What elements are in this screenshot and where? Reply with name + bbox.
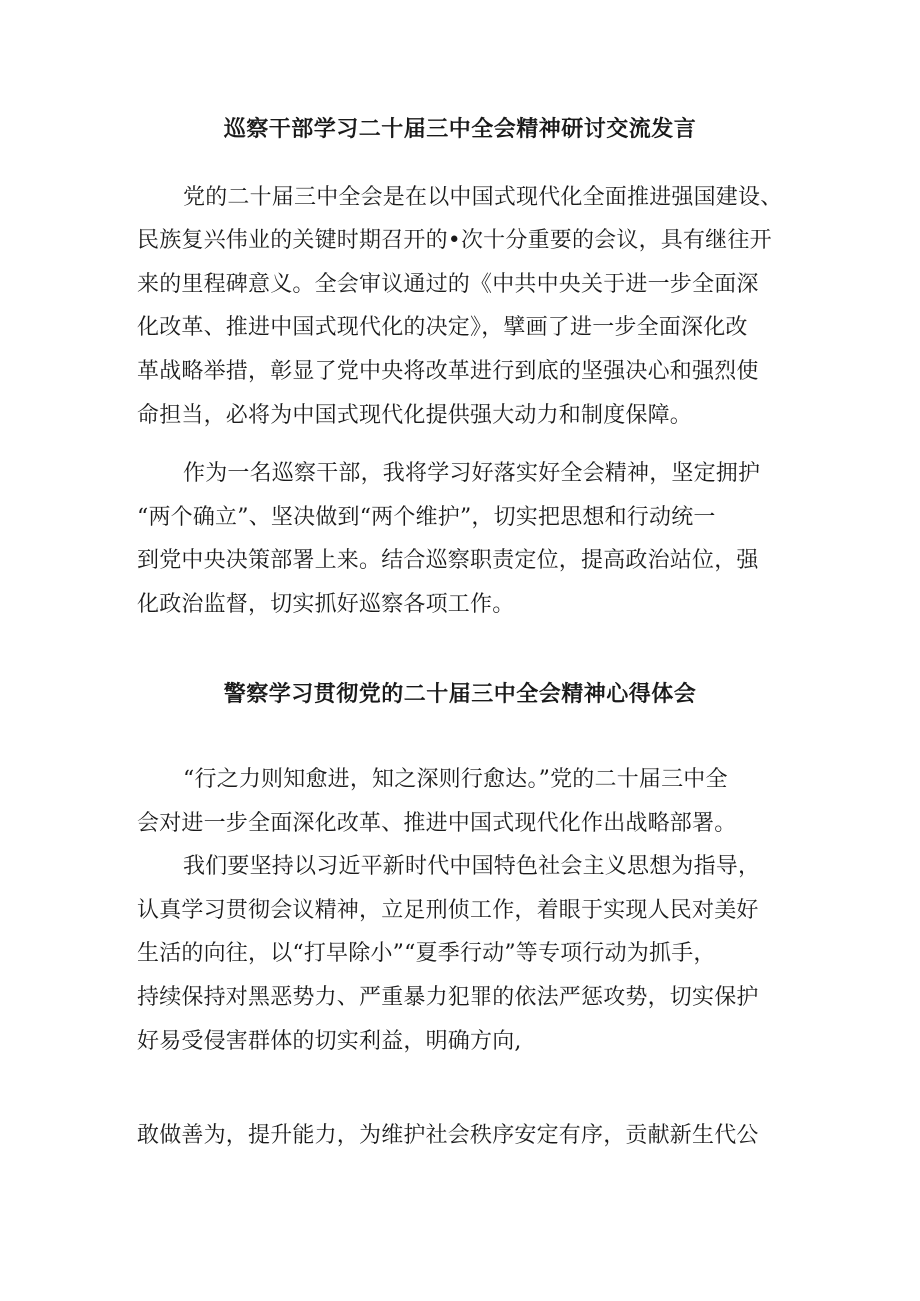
section-1-paragraph-1-line: 命担当，必将为中国式现代化提供强大动力和制度保障。 [137,403,693,428]
section-1-title: 巡察干部学习二十届三中全会精神研讨交流发言 [223,116,697,142]
section-2-paragraph-1-line: “行之力则知愈进，知之深则行愈达。”党的二十届三中全 [183,767,728,792]
section-1-paragraph-2-line: 作为一名巡察干部，我将学习好落实好全会精神，坚定拥护 [183,461,761,486]
section-1-paragraph-1-line: 来的里程碑意义。全会审议通过的《中共中央关于进一步全面深 [137,272,759,297]
section-2-title: 警察学习贯彻党的二十届三中全会精神心得体会 [223,681,697,707]
section-1-paragraph-1-line: 党的二十届三中全会是在以中国式现代化全面推进强国建设、 [183,185,783,210]
section-1-paragraph-1-line: 化改革、推进中国式现代化的决定》，擘画了进一步全面深化改 [137,315,748,340]
section-1-paragraph-1-line: 革战略举措，彰显了党中央将改革进行到底的坚强决心和强烈使 [137,359,759,384]
section-2-paragraph-2-line: 生活的向往，以“打早除小”“夏季行动”等专项行动为抓手， [137,941,716,966]
section-1-paragraph-1-line: 民族复兴伟业的关键时期召开的•次十分重要的会议，具有继往开 [137,228,772,253]
section-2-paragraph-2-line: 持续保持对黑恶势力、严重暴力犯罪的依法严惩攻势，切实保护 [137,985,759,1010]
section-2-paragraph-1-line: 会对进一步全面深化改革、推进中国式现代化作出战略部署。 [137,811,737,836]
section-1-paragraph-2-line: 到党中央决策部署上来。结合巡察职责定位，提高政治站位，强 [137,548,759,573]
section-1-paragraph-2-line: “两个确立”、坚决做到“两个维护”，切实把思想和行动统一 [137,505,716,530]
section-2-paragraph-2-line: 好易受侵害群体的切实利益，明确方向, [137,1029,522,1054]
section-1-paragraph-2-line: 化政治监督，切实抓好巡察各项工作。 [137,592,515,617]
section-2-paragraph-3-line: 敢做善为，提升能力，为维护社会秩序安定有序，贡献新生代公 [137,1123,759,1148]
section-2-paragraph-2-line: 认真学习贯彻会议精神，立足刑侦工作，着眼于实现人民对美好 [137,898,759,923]
section-2-paragraph-2-line: 我们要坚持以习近平新时代中国特色社会主义思想为指导， [183,854,761,879]
